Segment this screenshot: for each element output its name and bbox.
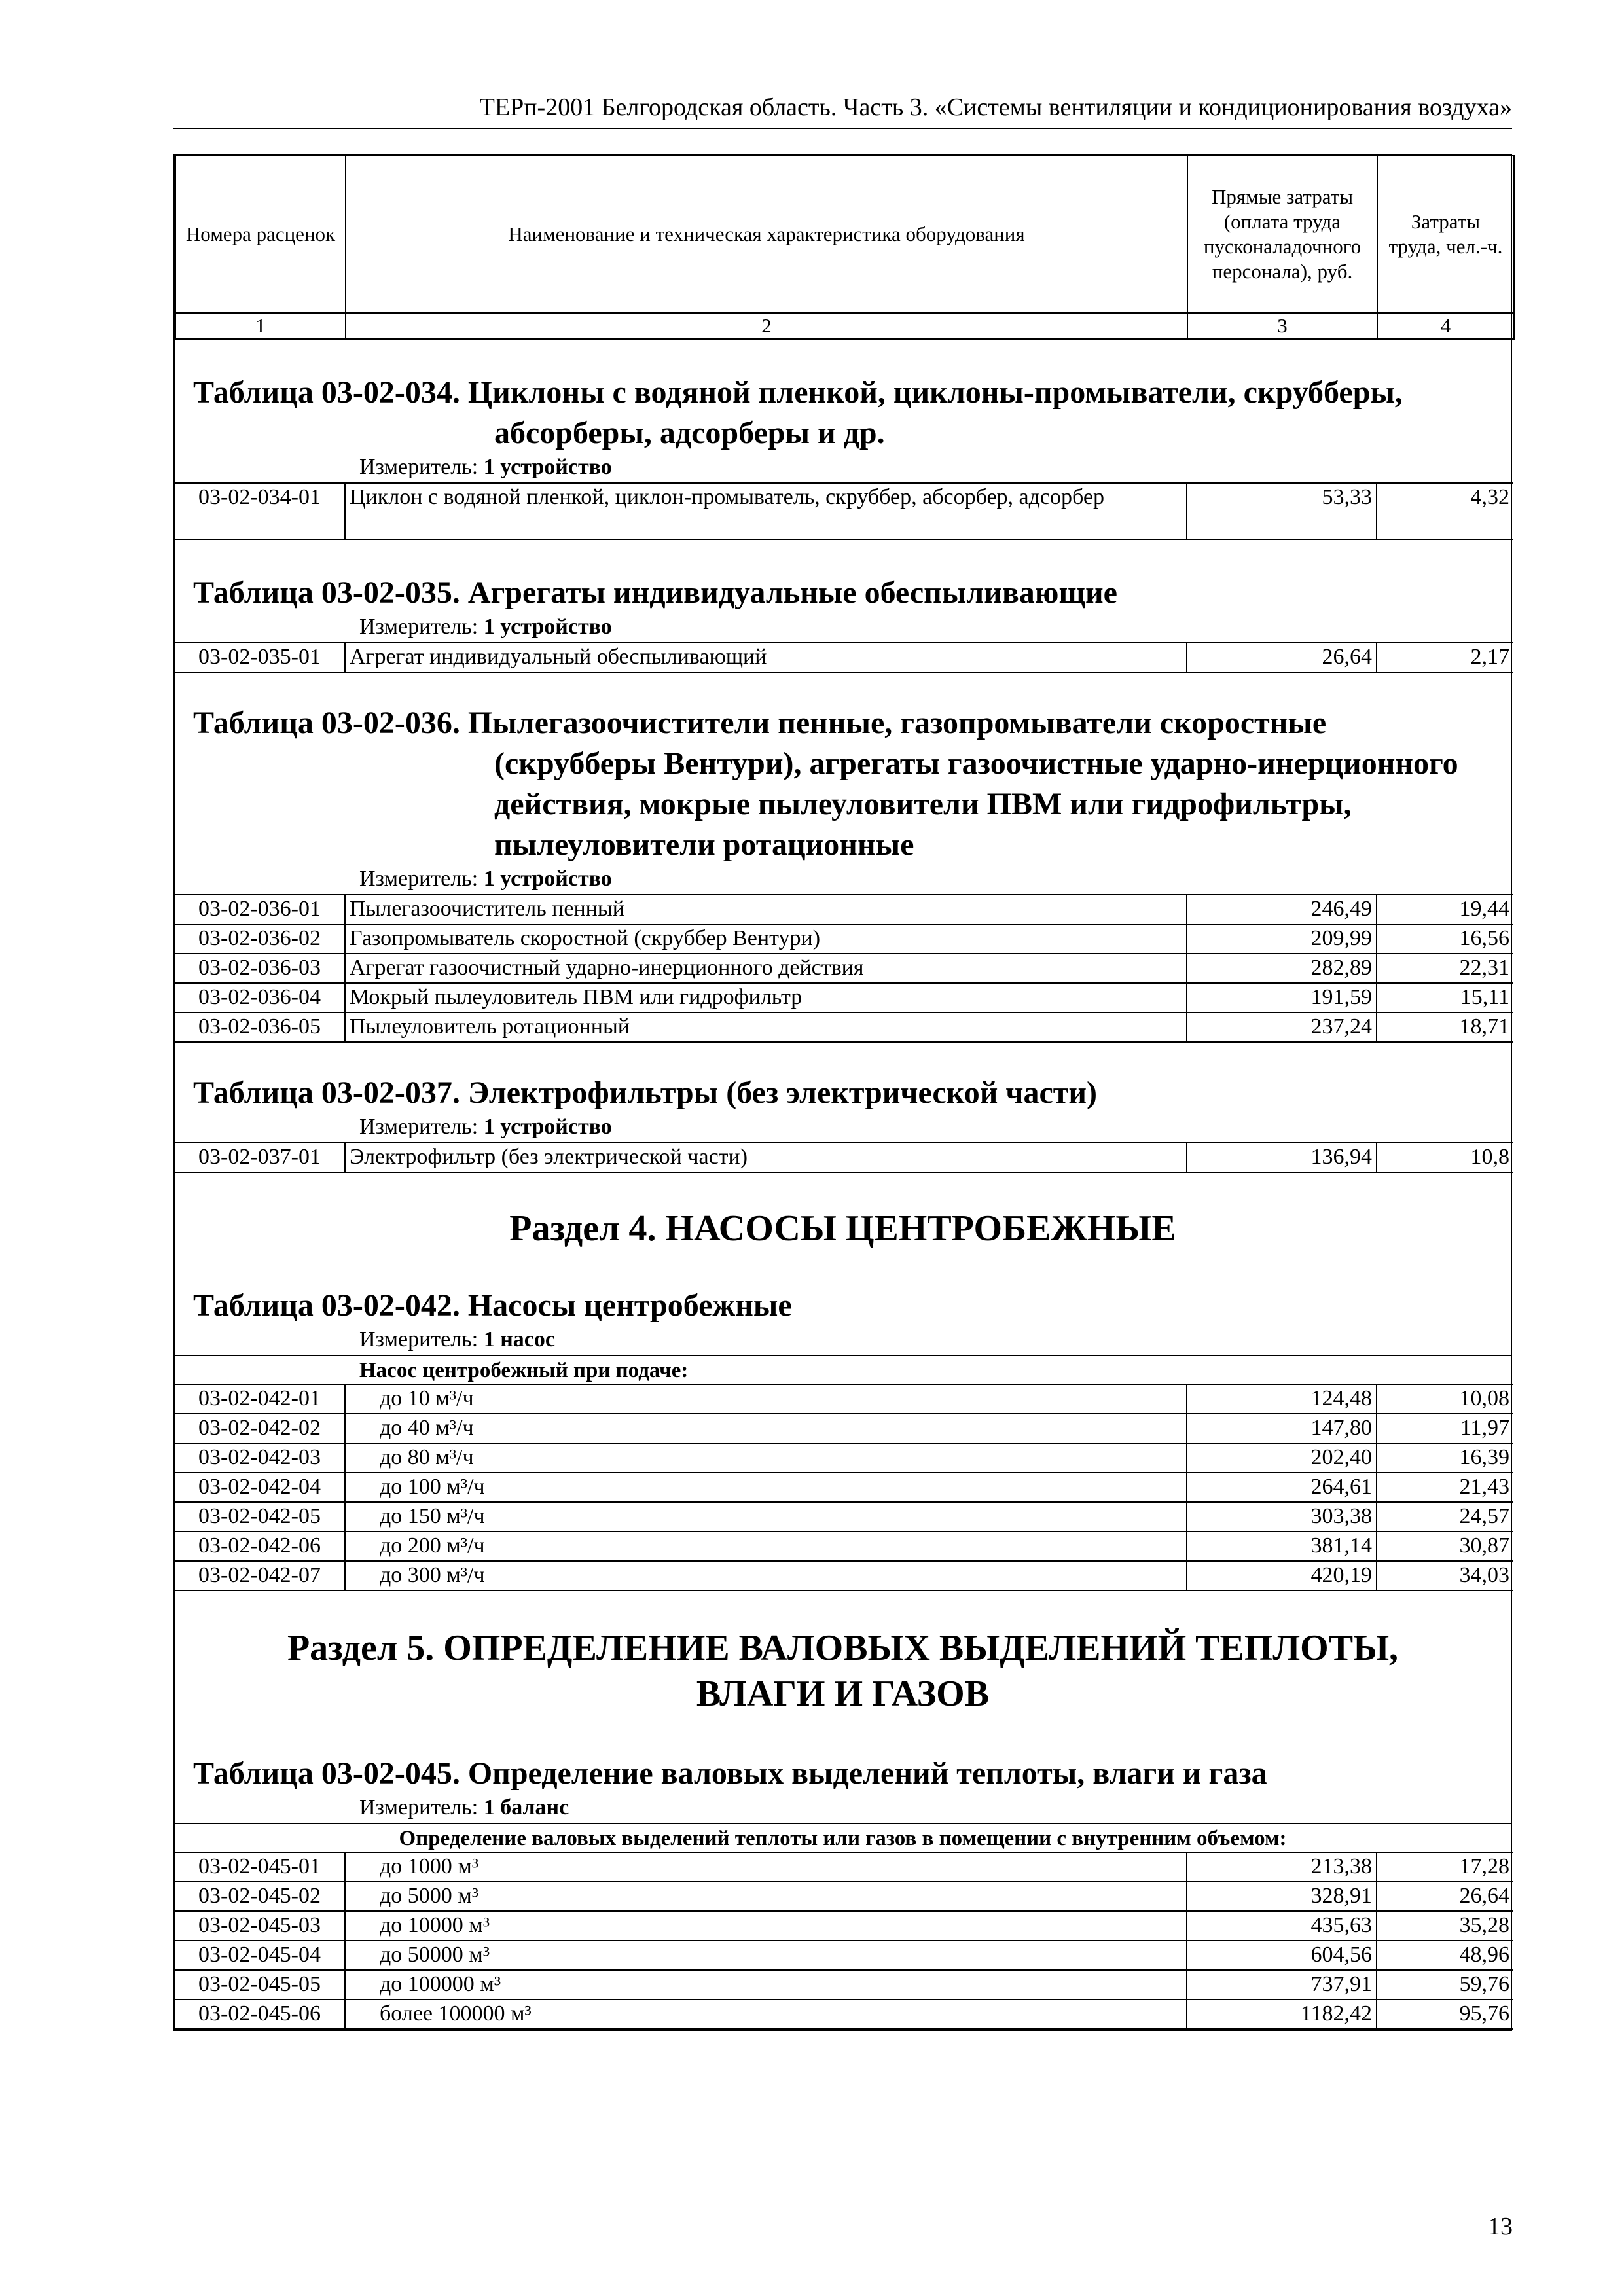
row-labor: 10,8 [1377,1143,1513,1172]
row-cost: 246,49 [1187,895,1377,924]
row-cost: 264,61 [1187,1473,1377,1502]
row-cost: 303,38 [1187,1502,1377,1532]
table-row [175,1852,1513,1882]
row-name: Пылеуловитель ротационный [345,1013,1187,1042]
table-034-title [175,372,1511,454]
section-4 [175,1173,1511,1251]
table-row [175,1414,1513,1443]
row-name: Газопромыватель скоростной (скруббер Вентури) [345,924,1187,954]
row-cost: 282,89 [1187,954,1377,983]
table-036-title-line4: пылеуловители ротационные [494,827,914,862]
row-name: до 150 м³/ч [345,1502,1187,1532]
row-code: 03-02-045-06 [175,2000,345,2029]
table-034-number: Таблица 03-02-034. [193,375,460,410]
table-row [175,1882,1513,1911]
table-row [175,643,1513,672]
row-labor: 35,28 [1377,1911,1513,1941]
row-name: более 100000 м³ [345,2000,1187,2029]
row-name: Электрофильтр (без электрической части) [345,1143,1187,1172]
row-cost: 1182,42 [1187,2000,1377,2029]
table-045-number: Таблица 03-02-045. [193,1756,460,1791]
table-035-unit [175,613,1511,642]
col-number-4: 4 [1377,313,1514,339]
col-number-1: 1 [175,313,346,339]
header-rule [173,128,1512,129]
table-row [175,1143,1513,1172]
row-labor: 10,08 [1377,1384,1513,1414]
row-code: 03-02-036-03 [175,954,345,983]
table-037-rows [175,1142,1513,1173]
table-row [175,1941,1513,1970]
table-034-title-line2: абсорберы, адсорберы и др. [494,416,885,450]
row-labor: 24,57 [1377,1502,1513,1532]
section-4-title: Раздел 4. НАСОСЫ ЦЕНТРОБЕЖНЫЕ [509,1208,1176,1249]
row-labor: 18,71 [1377,1013,1513,1042]
table-035-title [175,573,1511,613]
row-labor: 95,76 [1377,2000,1513,2029]
table-045-unit [175,1794,1511,1823]
table-037-unit [175,1113,1511,1142]
table-035-number: Таблица 03-02-035. [193,575,460,610]
row-name: до 100 м³/ч [345,1473,1187,1502]
running-header: ТЕРп-2001 Белгородская область. Часть 3. «Системы вентиляции и кондиционирования воздуха» [479,94,1512,121]
row-cost: 420,19 [1187,1561,1377,1590]
row-labor: 21,43 [1377,1473,1513,1502]
table-034-unit [175,454,1511,482]
table-042-unit [175,1326,1511,1355]
row-labor: 59,76 [1377,1970,1513,2000]
col-number-3: 3 [1187,313,1377,339]
table-034-section [175,340,1511,540]
table-row [175,954,1513,983]
row-cost: 147,80 [1187,1414,1377,1443]
row-labor: 19,44 [1377,895,1513,924]
table-036-section [175,673,1511,1043]
unit-label: Измеритель: [359,615,478,639]
row-code: 03-02-045-04 [175,1941,345,1970]
row-name: до 80 м³/ч [345,1443,1187,1473]
row-cost: 26,64 [1187,643,1377,672]
row-code: 03-02-042-04 [175,1473,345,1502]
table-row [175,2000,1513,2029]
table-036-title-line3: действия, мокрые пылеуловители ПВМ или гидрофильтры, [494,787,1352,821]
row-code: 03-02-042-02 [175,1414,345,1443]
table-042-subheading: Насос центробежный при подаче: [175,1355,1511,1384]
row-cost: 124,48 [1187,1384,1377,1414]
table-037-number: Таблица 03-02-037. [193,1075,460,1110]
table-037-title-line1: Электрофильтры (без электрической части) [467,1075,1097,1110]
row-labor: 30,87 [1377,1532,1513,1561]
row-name: до 40 м³/ч [345,1414,1187,1443]
row-code: 03-02-036-01 [175,895,345,924]
table-row [175,1502,1513,1532]
row-name: до 50000 м³ [345,1941,1187,1970]
row-cost: 202,40 [1187,1443,1377,1473]
table-035-rows [175,642,1513,673]
table-042-title [175,1285,1511,1326]
row-name: до 300 м³/ч [345,1561,1187,1590]
unit-value: 1 устройство [483,615,612,639]
unit-label: Измеритель: [359,867,478,891]
table-row [175,1911,1513,1941]
row-labor: 26,64 [1377,1882,1513,1911]
row-cost: 381,14 [1187,1532,1377,1561]
section-5-title-line2: ВЛАГИ И ГАЗОВ [696,1674,990,1714]
table-row [175,1443,1513,1473]
table-row [175,483,1513,539]
table-042-title-line1: Насосы центробежные [467,1288,792,1323]
price-table-frame [173,154,1512,2031]
row-code: 03-02-045-03 [175,1911,345,1941]
row-labor: 15,11 [1377,983,1513,1013]
col-header-labor: Затраты труда, чел.-ч. [1377,156,1514,313]
row-code: 03-02-036-04 [175,983,345,1013]
row-cost: 737,91 [1187,1970,1377,2000]
section-5-title-line1: Раздел 5. ОПРЕДЕЛЕНИЕ ВАЛОВЫХ ВЫДЕЛЕНИЙ ТЕПЛОТЫ, [287,1628,1399,1668]
row-name: Агрегат индивидуальный обеспыливающий [345,643,1187,672]
row-labor: 2,17 [1377,643,1513,672]
table-036-number: Таблица 03-02-036. [193,706,460,740]
row-name: до 10000 м³ [345,1911,1187,1941]
row-code: 03-02-042-06 [175,1532,345,1561]
table-045-title-line1: Определение валовых выделений теплоты, влаги и газа [467,1756,1267,1791]
row-labor: 16,39 [1377,1443,1513,1473]
row-code: 03-02-042-07 [175,1561,345,1590]
row-labor: 34,03 [1377,1561,1513,1590]
col-header-name: Наименование и техническая характеристика оборудования [346,156,1187,313]
table-row [175,924,1513,954]
col-header-cost: Прямые затраты (оплата труда пусконаладочного персонала), руб. [1187,156,1377,313]
table-037-section [175,1043,1511,1173]
table-036-rows [175,894,1513,1043]
section-5 [175,1591,1511,1717]
table-035-title-line1: Агрегаты индивидуальные обеспыливающие [467,575,1117,610]
table-036-title-line2: (скрубберы Вентури), агрегаты газоочистные ударно-инерционного [494,746,1458,781]
table-row [175,1013,1513,1042]
row-cost: 209,99 [1187,924,1377,954]
row-name: Пылегазоочиститель пенный [345,895,1187,924]
table-045-rows [175,1852,1513,2030]
page-number: 13 [1488,2213,1513,2240]
table-row [175,1561,1513,1590]
row-code: 03-02-045-02 [175,1882,345,1911]
row-code: 03-02-045-01 [175,1852,345,1882]
table-row [175,1384,1513,1414]
row-cost: 435,63 [1187,1911,1377,1941]
table-row [175,1532,1513,1561]
table-036-title-line1: Пылегазоочистители пенные, газопромыватели скоростные [467,706,1327,740]
unit-value: 1 устройство [483,867,612,891]
table-036-title [175,703,1511,865]
table-036-unit [175,865,1511,894]
row-labor: 48,96 [1377,1941,1513,1970]
row-cost: 53,33 [1187,483,1377,539]
table-045-title [175,1753,1511,1794]
unit-label: Измеритель: [359,1115,478,1139]
unit-label: Измеритель: [359,455,478,479]
table-034-rows [175,482,1513,540]
table-row [175,895,1513,924]
row-name: Агрегат газоочистный ударно-инерционного действия [345,954,1187,983]
col-header-codes: Номера расценок [175,156,346,313]
row-name: до 1000 м³ [345,1852,1187,1882]
table-row [175,1970,1513,2000]
table-034-title-line1: Циклоны с водяной пленкой, циклоны-промыватели, скрубберы, [467,375,1403,410]
row-cost: 213,38 [1187,1852,1377,1882]
row-name: до 5000 м³ [345,1882,1187,1911]
row-code: 03-02-037-01 [175,1143,345,1172]
table-045-section [175,1717,1511,2030]
table-035-section [175,540,1511,673]
row-cost: 328,91 [1187,1882,1377,1911]
row-name: Циклон с водяной пленкой, циклон-промыватель, скруббер, абсорбер, адсорбер [345,483,1187,539]
table-row [175,983,1513,1013]
table-row [175,1473,1513,1502]
unit-value: 1 устройство [483,455,612,479]
row-name: до 100000 м³ [345,1970,1187,2000]
row-name: до 10 м³/ч [345,1384,1187,1414]
unit-value: 1 устройство [483,1115,612,1139]
row-cost: 191,59 [1187,983,1377,1013]
row-labor: 4,32 [1377,483,1513,539]
row-code: 03-02-042-03 [175,1443,345,1473]
row-labor: 22,31 [1377,954,1513,983]
table-045-subheading: Определение валовых выделений теплоты или газов в помещении с внутренним объемом: [175,1823,1511,1852]
row-labor: 17,28 [1377,1852,1513,1882]
table-037-title [175,1073,1511,1113]
row-code: 03-02-042-01 [175,1384,345,1414]
col-number-2: 2 [346,313,1187,339]
row-code: 03-02-036-02 [175,924,345,954]
row-code: 03-02-034-01 [175,483,345,539]
unit-label: Измеритель: [359,1795,478,1820]
table-042-section [175,1251,1511,1591]
table-042-rows [175,1384,1513,1591]
row-code: 03-02-045-05 [175,1970,345,2000]
unit-value: 1 насос [483,1327,555,1352]
row-cost: 237,24 [1187,1013,1377,1042]
row-name: до 200 м³/ч [345,1532,1187,1561]
table-042-number: Таблица 03-02-042. [193,1288,460,1323]
row-cost: 136,94 [1187,1143,1377,1172]
row-labor: 11,97 [1377,1414,1513,1443]
unit-value: 1 баланс [483,1795,569,1820]
row-code: 03-02-035-01 [175,643,345,672]
unit-label: Измеритель: [359,1327,478,1352]
column-header-table [175,155,1515,340]
row-labor: 16,56 [1377,924,1513,954]
row-name: Мокрый пылеуловитель ПВМ или гидрофильтр [345,983,1187,1013]
row-code: 03-02-036-05 [175,1013,345,1042]
row-cost: 604,56 [1187,1941,1377,1970]
row-code: 03-02-042-05 [175,1502,345,1532]
